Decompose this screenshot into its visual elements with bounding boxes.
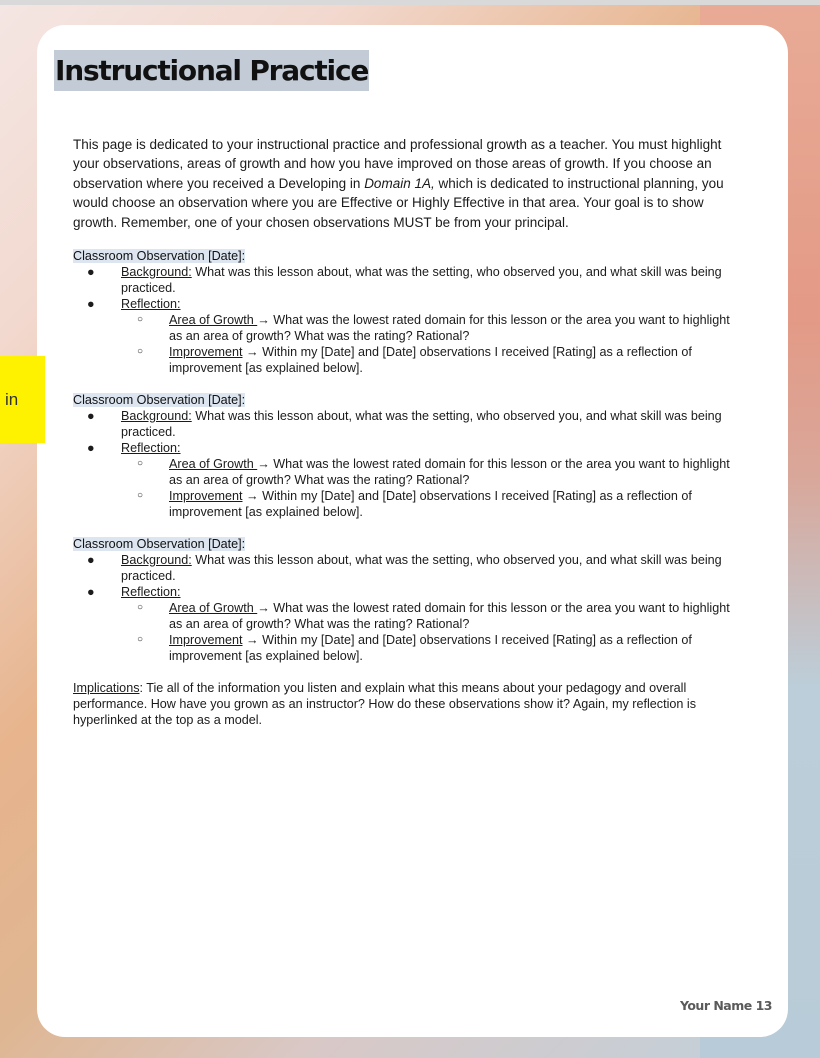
list-item: ● Reflection: <box>87 297 181 312</box>
observation-heading: Classroom Observation [Date]: <box>73 393 246 408</box>
list-item: ● Reflection: <box>87 585 181 600</box>
side-highlight-tag: in <box>0 356 45 443</box>
implications-paragraph: Implications: Tie all of the information you listen and explain what this means about your pedagogy and overall performance. How have you grown as an instructor? How do these observations show it? Again, my reflection is hyperlinked at the top as a model. <box>73 681 697 728</box>
list-item: ● Background: What was this lesson about, what was the setting, who observed you, and what skill was being practiced. <box>87 409 722 440</box>
observation-section <box>73 536 745 664</box>
sub-list-item: ○ Area of Growth → What was the lowest rated domain for this lesson or the area you want to highlight as an area of growth? What was the rating? Rational? <box>137 457 730 488</box>
top-border <box>0 0 820 5</box>
intro-paragraph: This page is dedicated to your instructional practice and professional growth as a teacher. You must highlight your observations, areas of growth and how you have improved on those areas of growth. If you choose an observation where you received a Developing in Domain 1A, which is dedicated to instructional planning, you would choose an observation where you are Effective or Highly Effective in that area. Your goal is to show growth. Remember, one of your chosen observations MUST be from your principal. <box>73 137 724 230</box>
observation-section <box>73 392 745 520</box>
list-item: ● Background: What was this lesson about, what was the setting, who observed you, and what skill was being practiced. <box>87 265 722 296</box>
page-title: Instructional Practice <box>54 50 369 91</box>
sub-list-item: ○ Improvement → Within my [Date] and [Date] observations I received [Rating] as a reflection of improvement [as explained below]. <box>137 633 692 664</box>
observation-heading: Classroom Observation [Date]: <box>73 249 246 264</box>
observation-section <box>73 248 745 376</box>
implications-label: Implications <box>73 681 140 696</box>
sub-list-item: ○ Area of Growth → What was the lowest rated domain for this lesson or the area you want to highlight as an area of growth? What was the rating? Rational? <box>137 313 730 344</box>
observation-heading: Classroom Observation [Date]: <box>73 537 246 552</box>
sub-list-item: ○ Improvement → Within my [Date] and [Date] observations I received [Rating] as a reflection of improvement [as explained below]. <box>137 345 692 376</box>
domain-emphasis: Domain 1A, <box>364 175 435 191</box>
sub-list-item: ○ Improvement → Within my [Date] and [Date] observations I received [Rating] as a reflection of improvement [as explained below]. <box>137 489 692 520</box>
list-item: ● Reflection: <box>87 441 181 456</box>
document-body <box>73 135 745 728</box>
page-footer: Your Name 13 <box>679 998 772 1013</box>
list-item: ● Background: What was this lesson about, what was the setting, who observed you, and what skill was being practiced. <box>87 553 722 584</box>
sub-list-item: ○ Area of Growth → What was the lowest rated domain for this lesson or the area you want to highlight as an area of growth? What was the rating? Rational? <box>137 601 730 632</box>
